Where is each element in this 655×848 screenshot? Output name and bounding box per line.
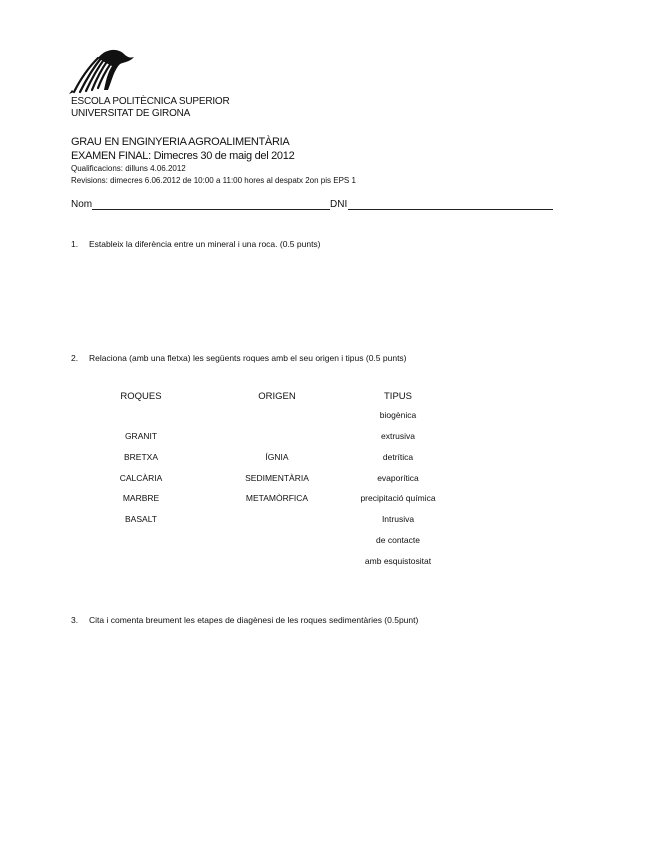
- degree-title: GRAU EN ENGINYERIA AGROALIMENTÀRIA: [71, 136, 290, 148]
- tipus-item: amb esquistositat: [364, 556, 432, 566]
- student-id-row: [71, 199, 553, 213]
- tipus-item: extrusiva: [380, 431, 416, 441]
- question-3: [71, 615, 418, 625]
- question-number: 1.: [71, 239, 79, 249]
- roca-item: MARBRE: [122, 493, 160, 503]
- name-label: Nom: [71, 199, 93, 210]
- tipus-item: evaporítica: [377, 473, 419, 483]
- tipus-item: de contacte: [376, 535, 420, 545]
- exam-title: EXAMEN FINAL: Dimecres 30 de maig del 2012: [71, 150, 295, 162]
- column-header-tipus: TIPUS: [384, 391, 412, 402]
- question-number: 3.: [71, 615, 79, 625]
- roca-item: CALCÀRIA: [119, 473, 163, 483]
- university-logo-icon: [68, 46, 134, 94]
- question-text: Cita i comenta breument les etapes de diagènesi de les roques sedimentàries (0.5punt): [89, 615, 419, 625]
- name-field-line[interactable]: [92, 209, 330, 210]
- roca-item: GRANIT: [124, 431, 158, 441]
- column-header-roques: ROQUES: [120, 391, 162, 402]
- tipus-item: precipitació química: [360, 493, 436, 503]
- question-1: [71, 239, 321, 249]
- question-text: Relaciona (amb una fletxa) les següents roques amb el seu origen i tipus (0.5 punts): [89, 353, 407, 363]
- dni-label: DNI: [330, 199, 348, 210]
- tipus-item: detrítica: [382, 452, 414, 462]
- dni-field-line[interactable]: [348, 209, 553, 210]
- grades-date: Qualificacions: dilluns 4.06.2012: [71, 164, 186, 173]
- question-text: Estableix la diferència entre un mineral i una roca. (0.5 punts): [89, 239, 321, 249]
- origen-item: SEDIMENTÀRIA: [245, 473, 309, 483]
- origen-item: METAMÒRFICA: [245, 493, 309, 503]
- tipus-item: Intrusiva: [381, 514, 415, 524]
- question-number: 2.: [71, 353, 79, 363]
- school-name: ESCOLA POLITÈCNICA SUPERIOR: [71, 96, 230, 107]
- origen-item: ÍGNIA: [265, 452, 289, 462]
- revisions-info: Revisions: dimecres 6.06.2012 de 10:00 a 11:00 hores al despatx 2on pis EPS 1: [71, 176, 356, 185]
- column-header-origen: ORIGEN: [258, 391, 296, 402]
- roca-item: BRETXA: [123, 452, 159, 462]
- university-name: UNIVERSITAT DE GIRONA: [71, 108, 191, 119]
- roca-item: BASALT: [125, 514, 157, 524]
- question-2: [71, 353, 407, 363]
- tipus-item: biogènica: [379, 410, 417, 420]
